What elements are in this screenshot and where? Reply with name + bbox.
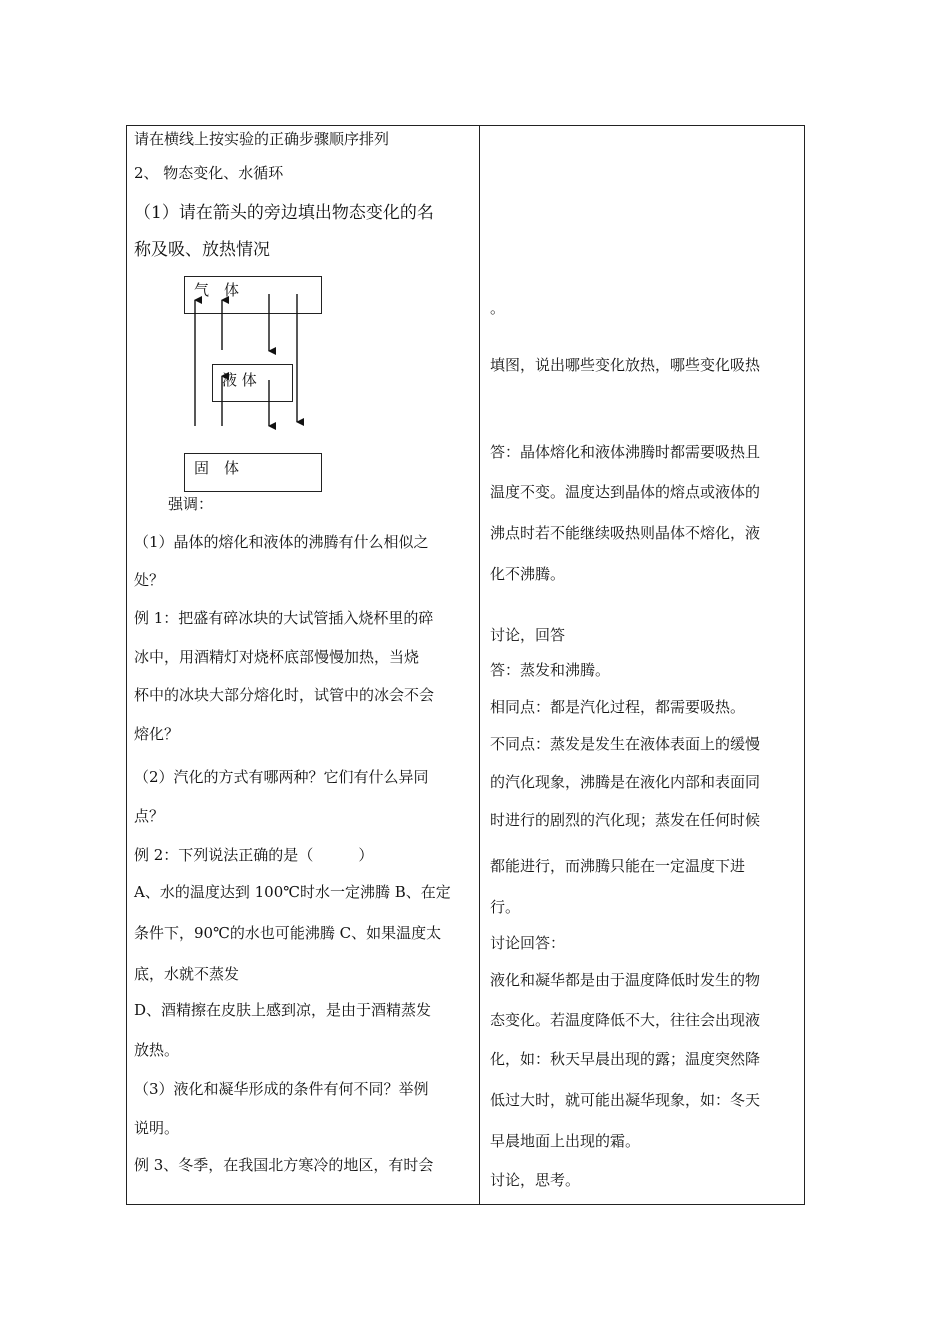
right-line-14: 行。 xyxy=(490,898,521,916)
left-line-11: 熔化？ xyxy=(134,725,180,743)
left-line-21: 说明。 xyxy=(134,1119,180,1137)
right-line-1: 。 xyxy=(490,299,506,317)
left-line-6: （1）晶体的熔化和液体的沸腾有什么相似之 xyxy=(134,533,429,551)
left-line-9: 冰中，用酒精灯对烧杯底部慢慢加热，当烧 xyxy=(134,648,420,666)
left-line-10: 杯中的冰块大部分熔化时，试管中的冰会不会 xyxy=(134,686,435,704)
question-1-line-2: 称及吸、放热情况 xyxy=(134,240,270,260)
gas-label: 气 体 xyxy=(194,281,240,299)
right-line-17: 态变化。若温度降低不大，往往会出现液 xyxy=(490,1011,761,1029)
liquid-label: 液 体 xyxy=(222,371,257,389)
right-line-7: 讨论，回答 xyxy=(490,626,566,644)
left-line-15: A、水的温度达到 100℃时水一定沸腾 B、在定 xyxy=(134,883,451,901)
left-line-8: 例 1：把盛有碎冰块的大试管插入烧杯里的碎 xyxy=(134,609,434,627)
right-line-11: 的汽化现象，沸腾是在液化内部和表面同 xyxy=(490,773,761,791)
left-line-13: 点？ xyxy=(134,807,165,825)
left-line-22: 例 3、冬季，在我国北方寒冷的地区，有时会 xyxy=(134,1156,434,1174)
right-line-5: 沸点时若不能继续吸热则晶体不熔化，液 xyxy=(490,524,761,542)
right-line-19: 低过大时，就可能出凝华现象，如：冬天 xyxy=(490,1091,761,1109)
left-line-19: 放热。 xyxy=(134,1041,180,1059)
section-heading: 2、 物态变化、水循环 xyxy=(134,164,284,182)
right-line-6: 化不沸腾。 xyxy=(490,565,566,583)
left-line-12: （2）汽化的方式有哪两种？它们有什么异同 xyxy=(134,768,429,786)
left-line-17: 底，水就不蒸发 xyxy=(134,965,240,983)
right-line-8: 答：蒸发和沸腾。 xyxy=(490,661,611,679)
question-1-line-1: （1）请在箭头的旁边填出物态变化的名 xyxy=(134,203,434,223)
right-line-3: 答：晶体熔化和液体沸腾时都需要吸热且 xyxy=(490,443,761,461)
right-line-12: 时进行的剧烈的汽化现；蒸发在任何时候 xyxy=(490,811,761,829)
right-line-20: 早晨地面上出现的霜。 xyxy=(490,1132,641,1150)
left-line-16: 条件下，90℃的水也可能沸腾 C、如果温度太 xyxy=(134,924,442,942)
left-line-1: 请在横线上按实验的正确步骤顺序排列 xyxy=(134,130,390,148)
right-line-4: 温度不变。温度达到晶体的熔点或液体的 xyxy=(490,483,761,501)
left-line-20: （3）液化和凝华形成的条件有何不同？举例 xyxy=(134,1080,429,1098)
right-line-2: 填图，说出哪些变化放热，哪些变化吸热 xyxy=(490,356,761,374)
right-line-9: 相同点：都是汽化过程，都需要吸热。 xyxy=(490,698,746,716)
right-line-18: 化，如：秋天早晨出现的露；温度突然降 xyxy=(490,1050,761,1068)
left-line-14: 例 2：下列说法正确的是（ ） xyxy=(134,846,374,864)
left-line-18: D、酒精擦在皮肤上感到凉，是由于酒精蒸发 xyxy=(134,1001,432,1019)
right-line-13: 都能进行，而沸腾只能在一定温度下进 xyxy=(490,857,746,875)
right-line-16: 液化和凝华都是由于温度降低时发生的物 xyxy=(490,971,761,989)
solid-label: 固 体 xyxy=(194,459,240,477)
emphasis-label: 强调： xyxy=(168,495,214,513)
right-line-21: 讨论，思考。 xyxy=(490,1171,581,1189)
right-line-15: 讨论回答： xyxy=(490,934,566,952)
right-line-10: 不同点：蒸发是发生在液体表面上的缓慢 xyxy=(490,735,761,753)
left-line-7: 处？ xyxy=(134,571,165,589)
